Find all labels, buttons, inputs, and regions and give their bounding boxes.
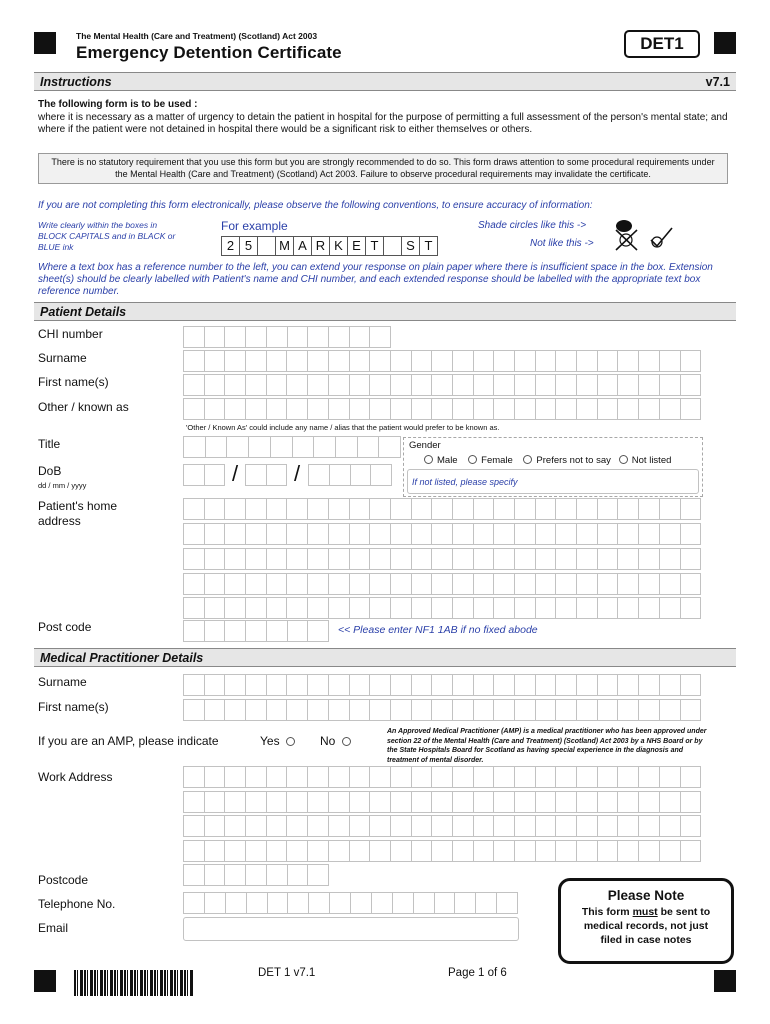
- radio-circle-icon: [424, 455, 433, 464]
- please-note-heading: Please Note: [607, 888, 685, 903]
- practitioner-surname-label: Surname: [38, 675, 87, 689]
- gender-option-male[interactable]: Male: [424, 455, 458, 466]
- gender-not-listed-input[interactable]: [407, 469, 699, 494]
- patient-address-line-3[interactable]: [183, 548, 701, 570]
- dob-day-input[interactable]: [183, 464, 225, 486]
- form-title: Emergency Detention Certificate: [76, 43, 342, 62]
- patient-surname-label: Surname: [38, 351, 87, 365]
- please-note-line-1: This form must be sent to: [581, 906, 711, 918]
- barcode: [74, 970, 194, 996]
- patient-other-label: Other / known as: [38, 400, 129, 414]
- chi-input[interactable]: [183, 326, 391, 348]
- work-address-label: Work Address: [38, 770, 113, 784]
- practitioner-surname-input[interactable]: [183, 674, 701, 696]
- write-clearly-note: Write clearly within the boxes in BLOCK CAPITALS and in BLACK or BLUE ink: [38, 220, 176, 252]
- radio-circle-icon: [286, 737, 295, 746]
- patient-address-label: Patient's home address: [38, 499, 118, 528]
- practitioner-details-bar: Medical Practitioner Details: [34, 648, 736, 667]
- gender-label: Gender: [409, 440, 441, 451]
- amp-yes-option[interactable]: [260, 734, 299, 748]
- electronic-note: If you are not completing this form electronically, please observe the following conventions, to ensure accuracy of information:: [38, 200, 593, 211]
- use-text: where it is necessary as a matter of urgency to detain the patient in hospital for the purpose of permitting a full assessment of the person's mental state; and where if the patient were not detained in hospital there would be a significant risk to either themselves or others.: [38, 112, 728, 135]
- example-char: M: [276, 237, 294, 255]
- registration-mark-top-left: [34, 32, 56, 54]
- instructions-heading: Instructions: [40, 75, 112, 89]
- title-label: Title: [38, 437, 61, 451]
- radio-circle-icon: [468, 455, 477, 464]
- patient-postcode-label: Post code: [38, 620, 92, 634]
- example-char: 2: [222, 237, 240, 255]
- amp-label: If you are an AMP, please indicate: [38, 734, 219, 748]
- statutory-notice: There is no statutory requirement that you use this form but you are strongly recommended to do so. This form draws attention to some procedural requirements under the Mental Health (Care and Treatment) (Scotland) Act 2003. Failure to observe procedural requirements may invalidate the certificate.: [38, 153, 728, 184]
- practitioner-first-names-input[interactable]: [183, 699, 701, 721]
- not-listed-hint: If not listed, please specify: [412, 477, 518, 487]
- registration-mark-bottom-left: [34, 970, 56, 992]
- patient-first-names-input[interactable]: [183, 374, 701, 396]
- radio-circle-icon: [523, 455, 532, 464]
- gender-option-prefers-not-to-say[interactable]: Prefers not to say: [523, 455, 610, 466]
- amp-yes-label: Yes: [260, 734, 280, 748]
- practitioner-postcode-label: Postcode: [38, 873, 89, 887]
- dob-separator: /: [294, 461, 301, 486]
- please-note-line-2: medical records, not just: [583, 920, 709, 932]
- patient-address-line-1[interactable]: [183, 498, 701, 520]
- example-char: T: [366, 237, 384, 255]
- registration-mark-bottom-right: [714, 970, 736, 992]
- email-input[interactable]: [183, 917, 519, 941]
- amp-no-option[interactable]: [320, 734, 355, 748]
- footer-form-code: DET 1 v7.1: [258, 967, 316, 979]
- dob-year-input[interactable]: [308, 464, 392, 486]
- dob-hint: dd / mm / yyyy: [38, 481, 87, 490]
- example-char: A: [294, 237, 312, 255]
- crossed-circle-icon: [616, 230, 637, 250]
- work-address-line-1[interactable]: [183, 766, 701, 788]
- patient-postcode-input[interactable]: [183, 620, 329, 642]
- work-address-line-2[interactable]: [183, 791, 701, 813]
- form-code: DET1: [624, 30, 700, 58]
- patient-surname-input[interactable]: [183, 350, 701, 372]
- dob-label: DoB: [38, 464, 62, 478]
- use-heading: The following form is to be used :: [38, 99, 198, 110]
- example-char: E: [348, 237, 366, 255]
- example-char: K: [330, 237, 348, 255]
- shade-like-label: Shade circles like this ->: [478, 220, 587, 231]
- patient-address-line-2[interactable]: [183, 523, 701, 545]
- radio-circle-icon: [619, 455, 628, 464]
- ticked-circle-icon: [651, 228, 672, 247]
- gender-option-female[interactable]: Female: [468, 455, 513, 466]
- extension-note: Where a text box has a reference number to the left, you can extend your response on plain paper where there is insufficient space in the box. Extension sheet(s) should be clearly labelled with Patient's name and CHI number, and each extended response should be labelled with the appropriate text box reference number.: [38, 262, 713, 297]
- please-note-box: [558, 878, 734, 964]
- patient-first-names-label: First name(s): [38, 375, 109, 389]
- example-char: 5: [240, 237, 258, 255]
- shade-example-icons: [610, 218, 690, 252]
- not-like-label: Not like this ->: [530, 238, 594, 249]
- gender-options: [424, 455, 671, 466]
- gender-group: [403, 437, 703, 497]
- telephone-input[interactable]: [183, 892, 518, 914]
- example-char: [384, 237, 402, 255]
- for-example-label: For example: [221, 219, 288, 233]
- title-input[interactable]: [183, 436, 401, 458]
- patient-other-input[interactable]: [183, 398, 701, 420]
- gender-option-not-listed[interactable]: Not listed: [619, 455, 672, 466]
- practitioner-postcode-input[interactable]: [183, 864, 329, 886]
- instructions-bar: [34, 72, 736, 91]
- patient-details-bar: Patient Details: [34, 302, 736, 321]
- example-boxes: [221, 236, 438, 256]
- patient-other-hint: 'Other / Known As' could include any name / alias that the patient would prefer to be known as.: [186, 423, 500, 432]
- footer-page-number: Page 1 of 6: [448, 967, 507, 979]
- work-address-line-3[interactable]: [183, 815, 701, 837]
- telephone-label: Telephone No.: [38, 897, 116, 911]
- amp-definition-note: An Approved Medical Practitioner (AMP) is a medical practitioner who has been approved under section 22 of the Mental Health (Care and Treatment) (Scotland) Act 2003 by a NHS Board or by the State Hospitals Board for Scotland as having special experience in the diagnosis and treatment of mental disorder.: [387, 728, 707, 764]
- patient-postcode-hint: << Please enter NF1 1AB if no fixed abode: [338, 624, 538, 636]
- patient-address-line-5[interactable]: [183, 597, 701, 619]
- version-label: v7.1: [705, 75, 730, 89]
- act-title: The Mental Health (Care and Treatment) (Scotland) Act 2003: [76, 31, 318, 41]
- patient-address-line-4[interactable]: [183, 573, 701, 595]
- work-address-line-4[interactable]: [183, 840, 701, 862]
- amp-no-label: No: [320, 734, 336, 748]
- registration-mark-top-right: [714, 32, 736, 54]
- example-char: [258, 237, 276, 255]
- dob-separator: /: [232, 461, 239, 486]
- dob-month-input[interactable]: [245, 464, 287, 486]
- please-note-line-3: filed in case notes: [600, 934, 692, 946]
- example-char: R: [312, 237, 330, 255]
- email-label: Email: [38, 921, 69, 935]
- chi-label: CHI number: [38, 327, 103, 341]
- practitioner-first-names-label: First name(s): [38, 700, 109, 714]
- radio-circle-icon: [342, 737, 351, 746]
- filled-circle-icon: [616, 220, 632, 232]
- example-char: T: [424, 238, 433, 253]
- example-char: S: [402, 237, 420, 255]
